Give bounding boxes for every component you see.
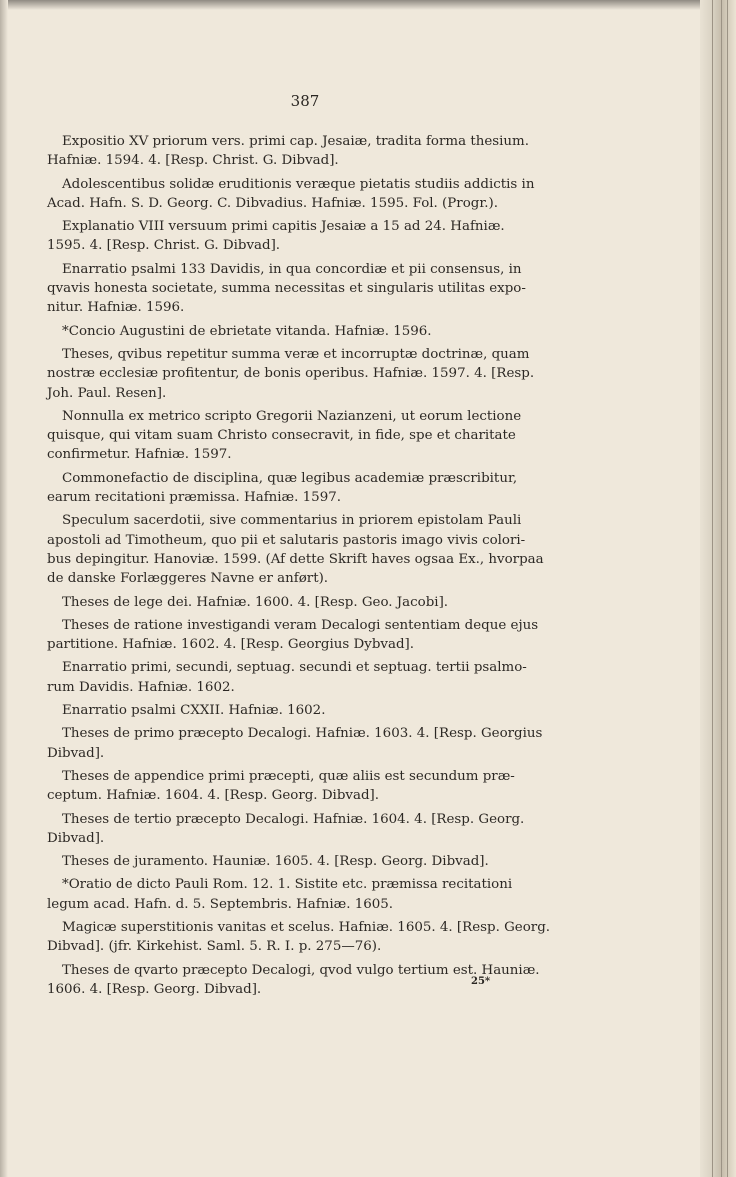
top-edge-shadow [0,0,736,10]
entry-first-line: Speculum sacerdotii, sive commentarius in priorem epistolam Pauli [62,513,522,529]
bibliography-entry [47,217,560,256]
bibliography-entry [47,724,560,763]
signature-mark: 25* [471,976,491,987]
entry-continuation-line: ceptum. Hafniæ. 1604. 4. [Resp. Georg. Dibvad]. [47,788,380,804]
entry-first-line: Explanatio VIII versuum primi capitis Jesaiæ a 15 ad 24. Hafniæ. [62,219,505,235]
entry-first-line: Enarratio psalmi CXXII. Hafniæ. 1602. [62,703,326,719]
entry-continuation-line: Dibvad]. [47,830,105,846]
bibliography-entry [47,875,560,914]
entry-first-line: Commonefactio de disciplina, quæ legibus academiæ præscribitur, [62,470,518,486]
entry-continuation-line: Acad. Hafn. S. D. Georg. C. Dibvadius. Hafniæ. 1595. Fol. (Progr.). [47,195,498,211]
entry-continuation-line: rum Davidis. Hafniæ. 1602. [47,679,235,695]
left-edge-shadow [0,0,8,1177]
entry-first-line: Theses de tertio præcepto Decalogi. Hafniæ. 1604. 4. [Resp. Georg. [62,811,525,827]
entry-continuation-line: Dibvad]. [47,745,105,761]
bibliography-entry [47,616,560,655]
entry-first-line: *Concio Augustini de ebrietate vitanda. Hafniæ. 1596. [62,323,432,339]
entry-continuation-line: quisque, qui vitam suam Christo consecravit, in fide, spe et charitate [47,428,516,444]
entry-first-line: Theses de lege dei. Hafniæ. 1600. 4. [Resp. Geo. Jacobi]. [62,594,449,610]
entry-continuation-line: apostoli ad Timotheum, quo pii et salutaris pastoris imago vivis colori- [47,532,526,548]
entry-first-line: Theses de qvarto præcepto Decalogi, qvod vulgo tertium est. Hauniæ. [62,962,540,978]
entry-first-line: Enarratio psalmi 133 Davidis, in qua concordiæ et pii consensus, in [62,261,522,277]
entry-continuation-line: de danske Forlæggeres Navne er anført). [47,571,329,587]
bibliography-list [47,132,560,1003]
entry-continuation-line: partitione. Hafniæ. 1602. 4. [Resp. Georgius Dybvad]. [47,637,415,653]
bibliography-entry [47,511,560,588]
bibliography-entry [47,918,560,957]
bibliography-entry [60,593,560,612]
entry-continuation-line: earum recitationi præmissa. Hafniæ. 1597. [47,490,341,506]
entry-continuation-line: Joh. Paul. Resen]. [47,385,167,401]
entry-continuation-line: bus depingitur. Hanoviæ. 1599. (Af dette Skrift haves ogsaa Ex., hvorpaa [47,551,544,567]
gutter-line [727,0,728,1177]
entry-continuation-line: legum acad. Hafn. d. 5. Septembris. Hafniæ. 1605. [47,896,394,912]
entry-first-line: Theses de primo præcepto Decalogi. Hafniæ. 1603. 4. [Resp. Georgius [62,726,543,742]
bibliography-entry [60,701,560,720]
entry-first-line: Theses de ratione investigandi veram Decalogi sententiam deque ejus [62,617,539,633]
entry-first-line: *Oratio de dicto Pauli Rom. 12. 1. Sistite etc. præmissa recitationi [62,877,513,893]
bibliography-entry [47,810,560,849]
entry-first-line: Theses de appendice primi præcepti, quæ aliis est secundum præ- [62,768,515,784]
entry-continuation-line: Hafniæ. 1594. 4. [Resp. Christ. G. Dibvad]. [47,153,339,169]
bibliography-entry [60,852,560,871]
bibliography-entry [47,767,560,806]
bibliography-entry [47,407,560,465]
entry-continuation-line: Dibvad]. (jfr. Kirkehist. Saml. 5. R. I. p. 275—76). [47,939,382,955]
entry-continuation-line: nitur. Hafniæ. 1596. [47,300,185,316]
entry-continuation-line: nostræ ecclesiæ profitentur, de bonis operibus. Hafniæ. 1597. 4. [Resp. [47,366,535,382]
bibliography-entry [47,345,560,403]
entry-continuation-line: 1595. 4. [Resp. Christ. G. Dibvad]. [47,238,281,254]
entry-first-line: Nonnulla ex metrico scripto Gregorii Nazianzeni, ut eorum lectione [62,408,522,424]
page-gutter [700,0,736,1177]
entry-first-line: Enarratio primi, secundi, septuag. secundi et septuag. tertii psalmo- [62,660,527,676]
entry-first-line: Theses, qvibus repetitur summa veræ et incorruptæ doctrinæ, quam [62,346,530,362]
gutter-line [721,0,722,1177]
entry-continuation-line: 1606. 4. [Resp. Georg. Dibvad]. [47,981,262,997]
page-number: 387 [290,92,320,110]
entry-first-line: Adolescentibus solidæ eruditionis veræque pietatis studiis addictis in [62,176,535,192]
bibliography-entry [60,322,560,341]
entry-continuation-line: confirmetur. Hafniæ. 1597. [47,447,232,463]
bibliography-entry [47,175,560,214]
entry-first-line: Expositio XV priorum vers. primi cap. Jesaiæ, tradita forma thesium. [62,134,529,149]
gutter-line [712,0,713,1177]
entry-first-line: Theses de juramento. Hauniæ. 1605. 4. [Resp. Georg. Dibvad]. [62,854,489,870]
entry-first-line: Magicæ superstitionis vanitas et scelus. Hafniæ. 1605. 4. [Resp. Georg. [62,919,551,935]
bibliography-entry [47,132,560,171]
entry-continuation-line: qvavis honesta societate, summa necessitas et singularis utilitas expo- [47,281,526,297]
bibliography-entry [47,469,560,508]
bibliography-entry [47,260,560,318]
bibliography-entry [47,658,560,697]
